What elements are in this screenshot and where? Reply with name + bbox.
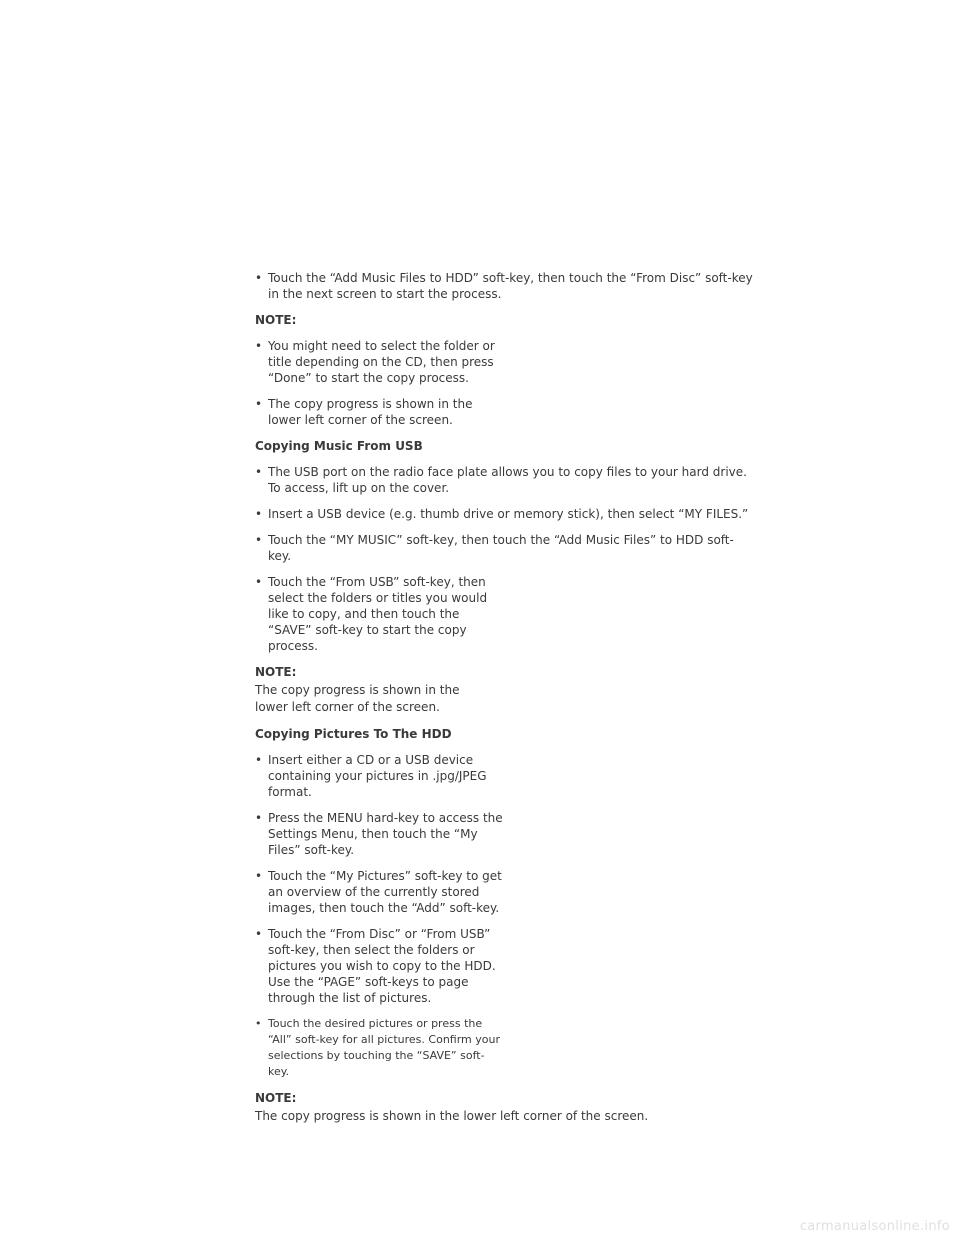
list-item xyxy=(255,464,753,496)
note-label: NOTE: xyxy=(255,665,297,679)
manual-page-content xyxy=(255,270,753,1135)
list-item xyxy=(255,810,504,858)
list-item-text: Touch the “Add Music Files to HDD” soft-key, then touch the “From Disc” soft-key in the next screen to start the process. xyxy=(268,271,753,301)
list-item-text: Insert either a CD or a USB device containing your pictures in .jpg/JPEG format. xyxy=(268,753,487,799)
note-text: The copy progress is shown in the lower left corner of the screen. xyxy=(255,1109,649,1123)
list-item xyxy=(255,752,504,800)
bullet-marker: • xyxy=(255,507,263,521)
list-item-text: Touch the “MY MUSIC” soft-key, then touch the “Add Music Files” to HDD soft-key. xyxy=(268,533,734,563)
bullet-marker: • xyxy=(255,533,263,547)
list-item xyxy=(255,1016,504,1080)
list-item-text: You might need to select the folder or title depending on the CD, then press “Done” to start the copy process. xyxy=(268,339,495,385)
note-label: NOTE: xyxy=(255,1091,297,1105)
list-item-text: The copy progress is shown in the lower left corner of the screen. xyxy=(268,397,473,427)
list-item-text: Touch the “From USB” soft-key, then select the folders or titles you would like to copy, and then touch the “SAVE” soft-key to start the copy process. xyxy=(268,575,488,653)
section-heading-pictures: Copying Pictures To The HDD xyxy=(255,727,452,741)
section-heading-usb: Copying Music From USB xyxy=(255,439,423,453)
list-item-text: Press the MENU hard-key to access the Settings Menu, then touch the “My Files” soft-key. xyxy=(268,811,503,857)
list-item xyxy=(255,532,753,564)
list-item-text: Insert a USB device (e.g. thumb drive or memory stick), then select “MY FILES.” xyxy=(268,507,749,521)
list-item xyxy=(255,868,504,916)
note-label: NOTE: xyxy=(255,313,297,327)
bullet-marker: • xyxy=(255,339,263,353)
list-item-text: Touch the desired pictures or press the “All” soft-key for all pictures. Confirm your selections by touching the “SAVE” soft-key. xyxy=(268,1017,500,1078)
list-item-text: Touch the “My Pictures” soft-key to get an overview of the currently stored images, then touch the “Add” soft-key. xyxy=(268,869,502,915)
note-text: The copy progress is shown in the lower left corner of the screen. xyxy=(255,683,460,714)
bullet-marker: • xyxy=(255,927,263,941)
bullet-marker: • xyxy=(255,575,263,589)
list-item xyxy=(255,396,504,428)
watermark-logo: carmanualsonline.info xyxy=(799,1219,950,1234)
list-item-text: Touch the “From Disc” or “From USB” soft-key, then select the folders or pictures you wish to copy to the HDD. Use the “PAGE” soft-keys to page through the list of pictures. xyxy=(268,927,496,1005)
list-item xyxy=(255,506,753,522)
list-item-text: The USB port on the radio face plate allows you to copy files to your hard drive. To access, lift up on the cover. xyxy=(268,465,747,495)
bullet-marker: • xyxy=(255,271,263,285)
list-item xyxy=(255,270,753,302)
list-item xyxy=(255,574,504,654)
bullet-marker: • xyxy=(255,465,263,479)
bullet-marker: • xyxy=(255,869,263,883)
bullet-marker: • xyxy=(255,1017,262,1030)
bullet-marker: • xyxy=(255,397,263,411)
bullet-marker: • xyxy=(255,753,263,767)
bullet-marker: • xyxy=(255,811,263,825)
list-item xyxy=(255,926,504,1006)
list-item xyxy=(255,338,504,386)
